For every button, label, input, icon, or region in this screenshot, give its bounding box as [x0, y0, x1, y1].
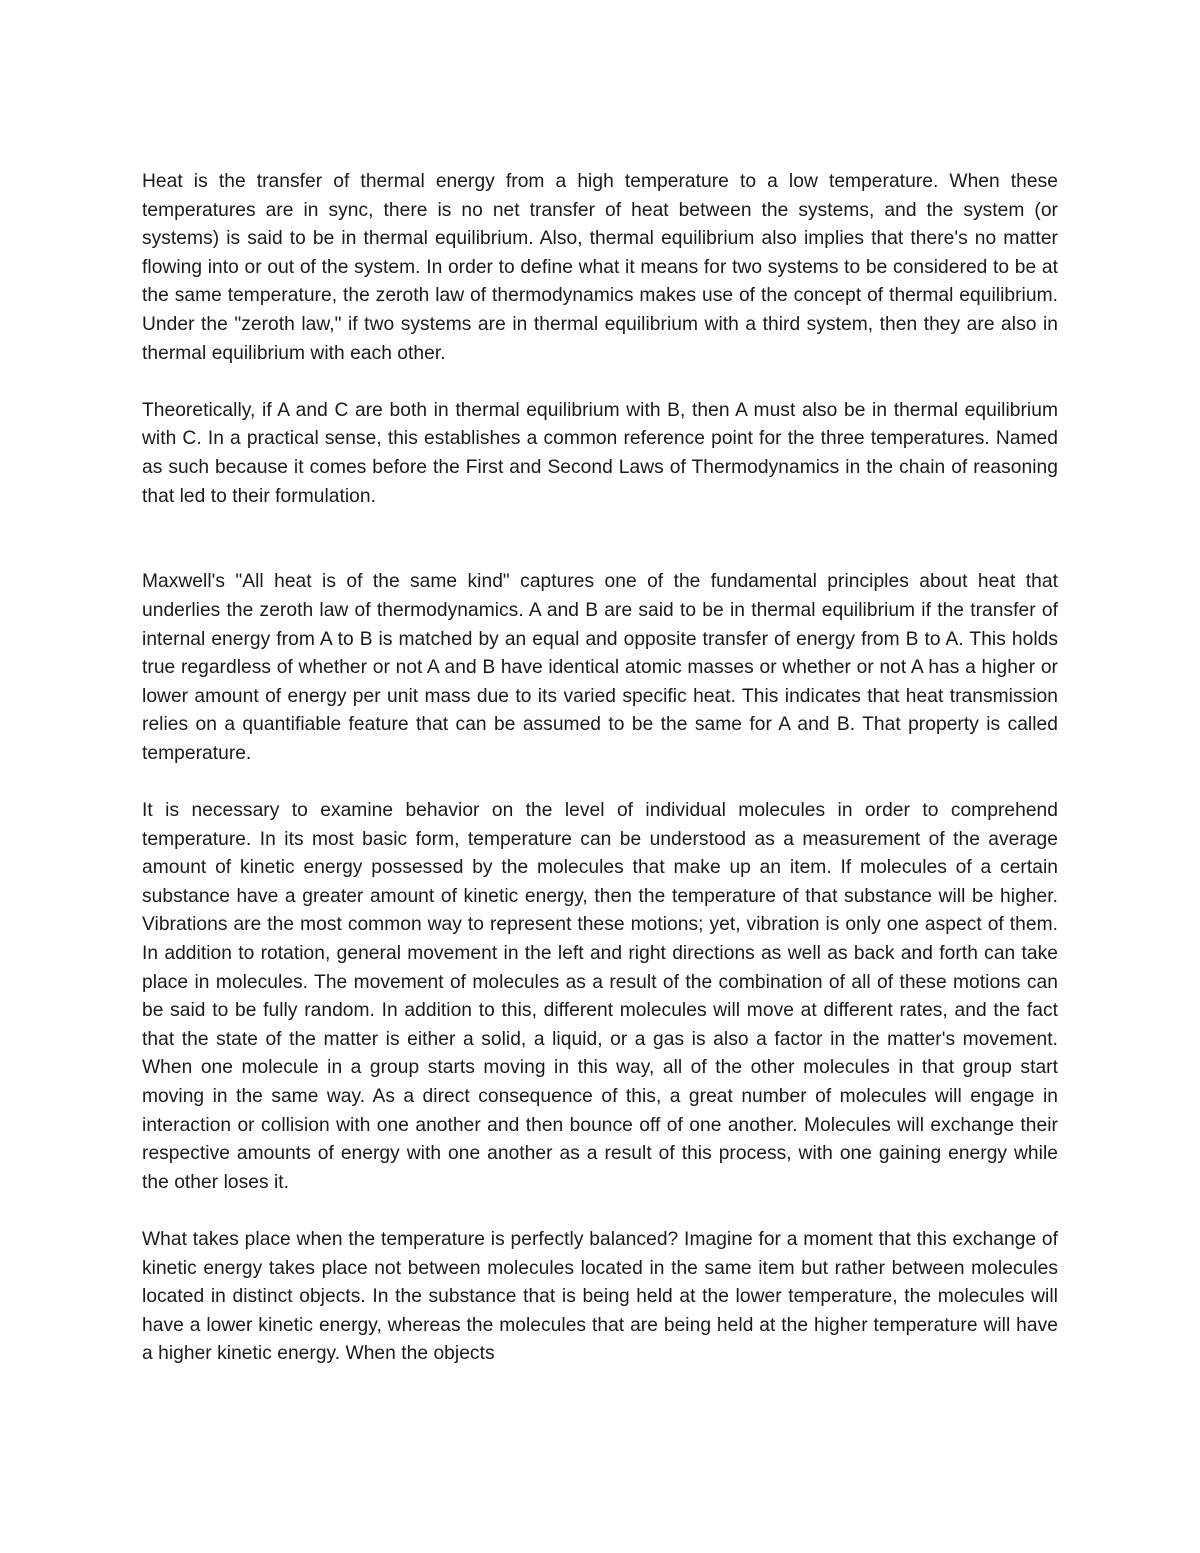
- paragraph-zeroth-law-transitivity: Theoretically, if A and C are both in thermal equilibrium with B, then A must also be in thermal equilibrium with C. In a practical sense, this establishes a common reference point for the three temperatures. Named as such because it comes before the First and Second Laws of Thermodynamics in the chain of reasoning that led to their formulation.: [142, 399, 1058, 507]
- paragraph-temperature-balance: What takes place when the temperature is perfectly balanced? Imagine for a moment that this exchange of kinetic energy takes place not between molecules located in the same item but rather between molecules located in distinct objects. In the substance that is being held at the lower temperature, the molecules will have a lower kinetic energy, whereas the molecules that are being held at the higher temperature will have a higher kinetic energy. When the objects: [142, 1228, 1058, 1365]
- paragraph-maxwell-heat: Maxwell's "All heat is of the same kind" captures one of the fundamental principles about heat that underlies the zeroth law of thermodynamics. A and B are said to be in thermal equilibrium if the transfer of internal energy from A to B is matched by an equal and opposite transfer of energy from B to A. This holds true regardless of whether or not A and B have identical atomic masses or whether or not A has a higher or lower amount of energy per unit mass due to its varied specific heat. This indicates that heat transmission relies on a quantifiable feature that can be assumed to be the same for A and B. That property is called temperature.: [142, 571, 1058, 764]
- paragraph-molecular-temperature: It is necessary to examine behavior on the level of individual molecules in order to comprehend temperature. In its most basic form, temperature can be understood as a measurement of the average amount of kinetic energy possessed by the molecules that make up an item. If molecules of a certain substance have a greater amount of kinetic energy, then the temperature of that substance will be higher. Vibrations are the most common way to represent these motions; yet, vibration is only one aspect of them. In addition to rotation, general movement in the left and right directions as well as back and forth can take place in molecules. The movement of molecules as a result of the combination of all of these motions can be said to be fully random. In addition to this, different molecules will move at different rates, and the fact that the state of the matter is either a solid, a liquid, or a gas is also a factor in the matter's movement. When one molecule in a group starts moving in this way, all of the other molecules in that group start moving in the same way. As a direct consequence of this, a great number of molecules will engage in interaction or collision with one another and then bounce off of one another. Molecules will exchange their respective amounts of energy with one another as a result of this process, with one gaining energy while the other loses it.: [142, 800, 1058, 1193]
- document-body: [142, 168, 1058, 1398]
- paragraph-heat-definition: Heat is the transfer of thermal energy from a high temperature to a low temperature. When these temperatures are in sync, there is no net transfer of heat between the systems, and the system (or systems) is said to be in thermal equilibrium. Also, thermal equilibrium also implies that there's no matter flowing into or out of the system. In order to define what it means for two systems to be considered to be at the same temperature, the zeroth law of thermodynamics makes use of the concept of thermal equilibrium. Under the "zeroth law," if two systems are in thermal equilibrium with a third system, then they are also in thermal equilibrium with each other.: [142, 171, 1058, 364]
